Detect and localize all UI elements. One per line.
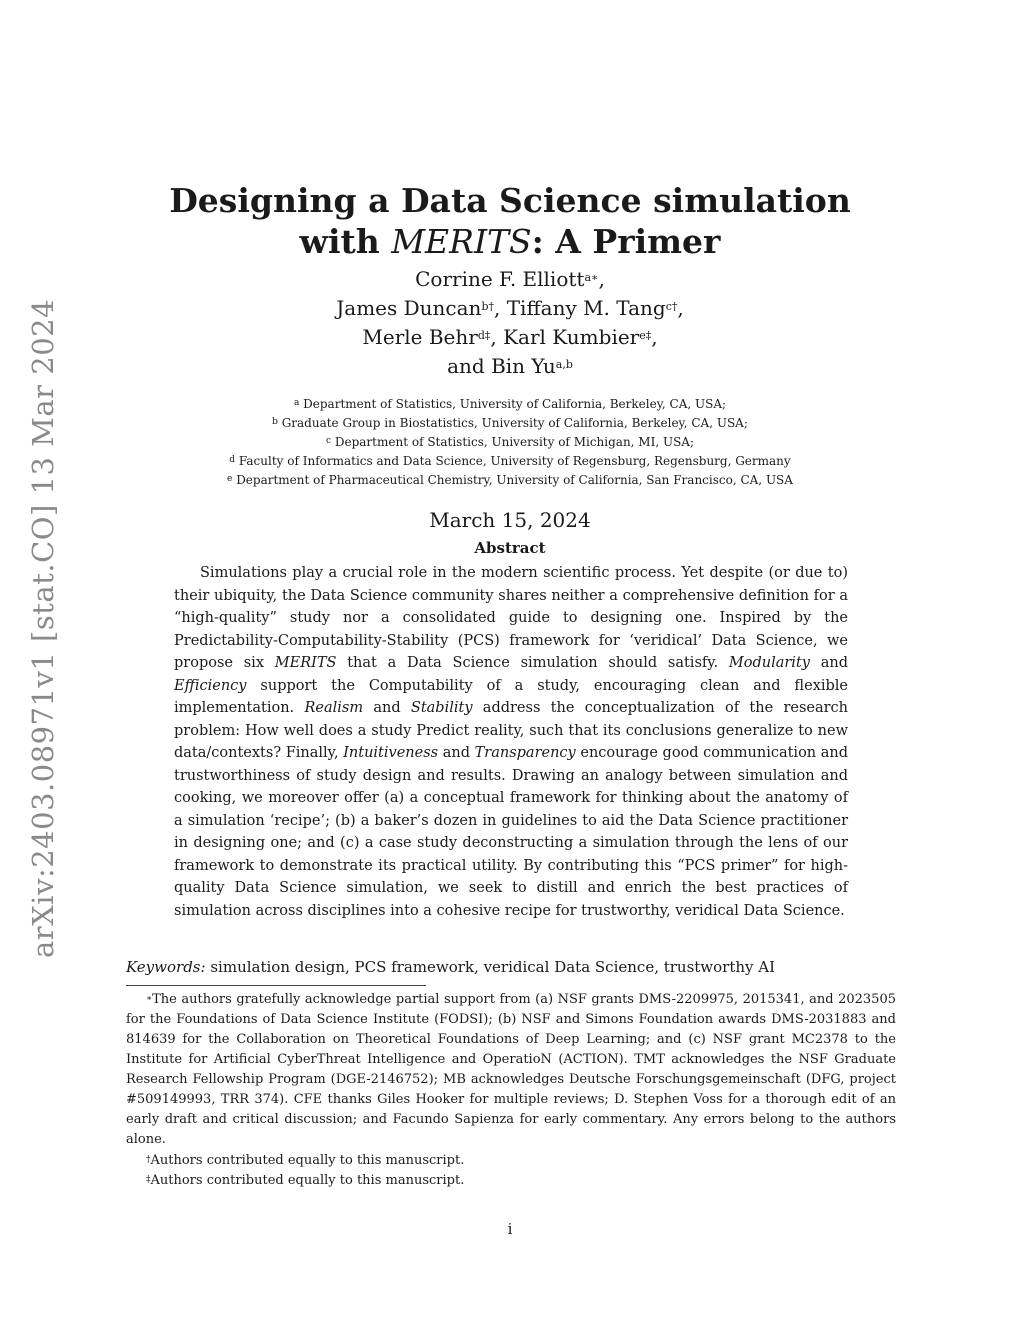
author-sup: a,b	[555, 358, 573, 371]
footnote-funding	[126, 990, 896, 1150]
affiliation-mark: a	[293, 398, 300, 408]
arxiv-side-stamp: arXiv:2403.08971v1 [stat.CO] 13 Mar 2024	[26, 298, 60, 958]
author-name: Corrine F. Elliott	[415, 267, 585, 291]
abstract-intuitiveness: Intuitiveness	[343, 745, 439, 761]
affiliation-text: Faculty of Informatics and Data Science, University of Regensburg, Regensburg, Germany	[238, 454, 791, 468]
abstract-modularity: Modularity	[728, 655, 810, 671]
author-line-1	[150, 265, 870, 294]
author-sup: b†	[481, 300, 494, 313]
affiliation-text: Department of Pharmaceutical Chemistry, University of California, San Francisco, CA, USA	[236, 473, 793, 487]
abstract-text: that a Data Science simulation should satisfy.	[347, 655, 719, 671]
author-sup: a∗	[584, 271, 599, 284]
title-line-1: Designing a Data Science simulation	[169, 181, 851, 220]
affiliation	[120, 452, 900, 471]
affiliation-text: Department of Statistics, University of Michigan, MI, USA;	[334, 435, 694, 449]
affiliation-mark: c	[326, 436, 332, 446]
author-name: Merle Behr	[362, 325, 478, 349]
footnote-dagger	[126, 1151, 896, 1171]
title-merits: MERITS	[391, 222, 532, 261]
author-sup: c†	[665, 300, 678, 313]
author-name: Tiffany M. Tang	[506, 296, 666, 320]
footnote-double-dagger	[126, 1171, 896, 1191]
footnote-mark: ∗	[146, 994, 153, 1004]
keywords-label: Keywords:	[126, 958, 206, 976]
affiliation-text: Department of Statistics, University of California, Berkeley, CA, USA;	[303, 397, 727, 411]
keywords	[126, 958, 896, 976]
affiliation-text: Graduate Group in Biostatistics, University of California, Berkeley, CA, USA;	[281, 416, 748, 430]
footnote-mark: †	[146, 1155, 151, 1165]
affiliation-mark: e	[227, 474, 233, 484]
author-line-2	[150, 294, 870, 323]
title-prefix: with	[299, 222, 380, 261]
footnote-text: Authors contributed equally to this manuscript.	[150, 1173, 465, 1188]
abstract-body	[174, 562, 848, 922]
affiliation-mark: d	[229, 455, 236, 465]
page-number: i	[507, 1220, 513, 1238]
footnote-text: The authors gratefully acknowledge partial support from (a) NSF grants DMS-2209975, 2015341, and 2023505 for the Foundations of Data Science Institute (FODSI); (b) NSF and Simons Foundation awards DMS-2031883 and 814639 for the Collaboration on Theoretical Foundations of Deep Learning; and (c) NSF grant MC2378 to the Institute for Artificial CyberThreat Intelligence and OperatioN (ACTION). TMT acknowledges the NSF Graduate Research Fellowship Program (DGE-2146752); MB acknowledges Deutsche Forschungsgemeinschaft (DFG, project #509149993, TRR 374). CFE thanks Giles Hooker for multiple reviews; D. Stephen Voss for a thorough edit of an early draft and critical discussion; and Facundo Sapienza for early commentary. Any errors belong to the authors alone.	[126, 992, 896, 1147]
author-sep: ,	[677, 296, 684, 320]
author-line-4	[150, 352, 870, 381]
author-sep: ,	[493, 296, 501, 320]
abstract-text: and	[820, 655, 848, 671]
affiliation-mark: b	[272, 417, 278, 427]
author-name: James Duncan	[336, 296, 482, 320]
abstract-text: support the Computability of a study, encouraging clean and flexible implementation.	[174, 677, 849, 716]
affiliation	[120, 395, 900, 414]
keywords-text: simulation design, PCS framework, veridical Data Science, trustworthy AI	[210, 958, 776, 976]
affiliation	[120, 433, 900, 452]
abstract-text: encourage good communication and trustworthiness of study design and results. Drawing an analogy between simulation and cooking, we moreover offer (a) a conceptual framework for thinking about the anatomy of a simulation ‘recipe’; (b) a baker’s dozen in guidelines to aid the Data Science practitioner in designing one; and (c) a case study deconstructing a simulation through the lens of our framework to demonstrate its practical utility. By contributing this “PCS primer” for high-quality Data Science simulation, we seek to distill and enrich the best practices of simulation across disciplines into a cohesive recipe for trustworthy, veridical Data Science.	[174, 745, 849, 919]
abstract-efficiency: Efficiency	[174, 677, 247, 694]
abstract-text: and	[373, 700, 401, 716]
author-sep: ,	[651, 325, 658, 349]
abstract-text: and	[442, 745, 470, 761]
footnote-text: Authors contributed equally to this manuscript.	[150, 1153, 465, 1168]
footnote-mark: ‡	[146, 1175, 151, 1185]
footnote-rule	[126, 985, 426, 986]
abstract-stability: Stability	[410, 700, 473, 716]
paper-title	[150, 180, 870, 262]
paper-date: March 15, 2024	[429, 508, 591, 532]
author-name: Karl Kumbier	[503, 325, 640, 349]
author-name: and Bin Yu	[447, 354, 556, 378]
affiliation	[120, 414, 900, 433]
author-sep: ,	[490, 325, 497, 349]
abstract-merits: MERITS	[274, 655, 337, 671]
author-sup: e‡	[639, 329, 652, 342]
author-line-3	[150, 323, 870, 352]
title-suffix: : A Primer	[531, 222, 721, 261]
abstract-realism: Realism	[304, 700, 364, 716]
title-line-2	[150, 221, 870, 262]
affiliation	[120, 471, 900, 490]
abstract-text: address the conceptualization of the research problem: How well does a study Predict reality, such that its conclusions generalize to new data/contexts? Finally,	[174, 700, 849, 761]
abstract-transparency: Transparency	[474, 745, 576, 761]
abstract-heading: Abstract	[474, 539, 546, 557]
author-sup: d‡	[477, 329, 491, 342]
abstract-text: Simulations play a crucial role in the modern scientific process. Yet despite (or due to) their ubiquity, the Data Science community shares neither a comprehensive definition for a “high-quality” study nor a consolidated guide to designing one. Inspired by the Predictability-Computability-Stability (PCS) framework for ‘veridical’ Data Science, we propose six	[174, 565, 848, 671]
author-sep: ,	[598, 267, 605, 291]
author-list	[150, 265, 870, 381]
affiliations	[120, 395, 900, 490]
